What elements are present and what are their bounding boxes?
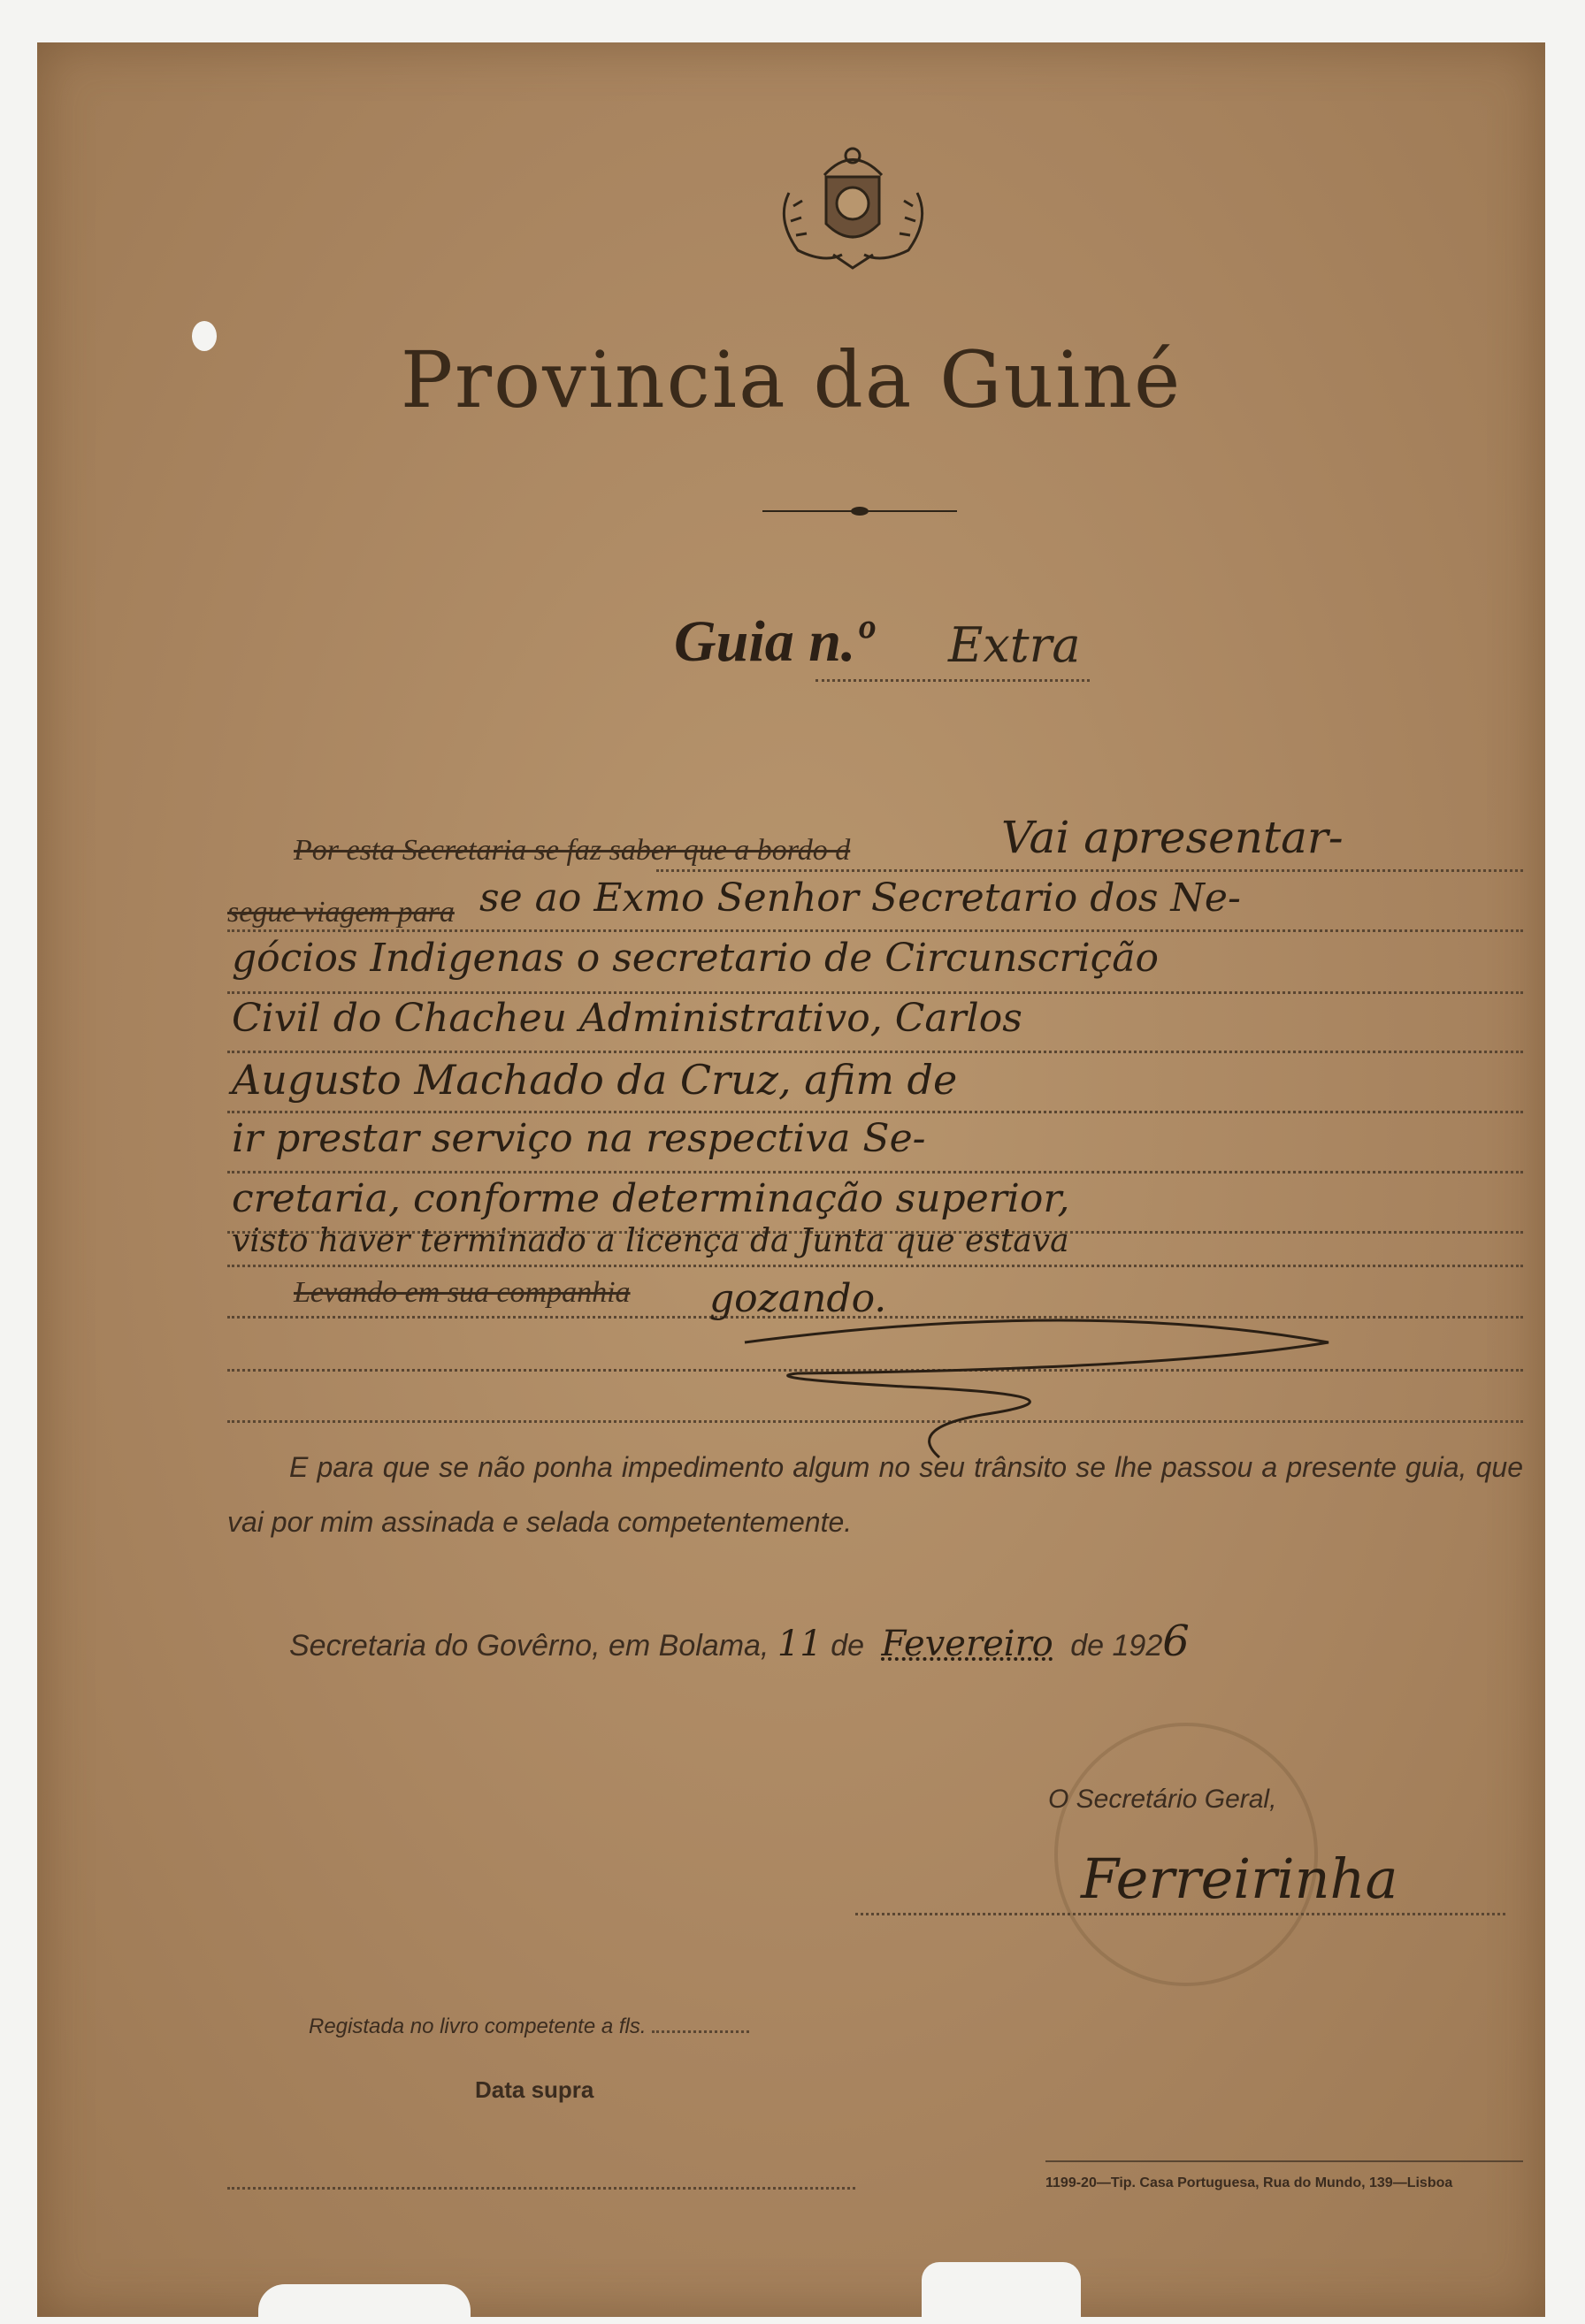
document-sheet [37,42,1545,2317]
handwritten-line-2: se ao Exmo Senhor Secretario dos Ne- [479,875,1241,921]
paper-tear [922,2262,1081,2324]
registration-text: Registada no livro competente a fls. [309,2014,647,2038]
struck-printed-line-1: Por esta Secretaria se faz saber que a bordo d [294,834,851,867]
data-supra: Data supra [475,2076,594,2103]
registration-note [309,2014,749,2039]
handwritten-line-8: visto haver terminado a licença da Junta que estava [232,1223,1069,1259]
guia-number-handwritten: Extra [948,617,1081,673]
registration-line [652,2030,749,2033]
form-line [227,1051,1523,1053]
paper-tear [258,2284,471,2320]
form-line [227,929,1523,932]
guia-number-line [815,679,1090,682]
date-de-1: de [831,1629,865,1663]
handwritten-line-3: gócios Indigenas o secretario de Circunscrição [232,936,1160,981]
handwritten-line-6: ir prestar serviço na respectiva Se- [232,1116,926,1161]
form-line [227,991,1523,994]
ornamental-divider [762,502,957,520]
date-month-handwritten: Fevereiro [881,1624,1053,1664]
form-line [656,869,1523,872]
document-title: Provincia da Guiné [400,334,1183,425]
date-line [289,1617,1190,1666]
closing-paragraph: E para que se não ponha impedimento algum no seu trânsito se lhe passou a presente guia, que vai por mim assinada e selada competentemente. [227,1451,1523,1538]
guia-label: Guia n.º [674,609,874,674]
signature-line [855,1913,1505,1915]
bottom-dotted-line [227,2187,855,2190]
signature-title: O Secretário Geral, [1048,1785,1277,1814]
handwritten-line-1: Vai apresentar- [1001,812,1344,863]
date-year-prefix: 192 [1112,1629,1163,1663]
date-day-handwritten: 11 [777,1624,823,1664]
handwritten-signature: Ferreirinha [1081,1846,1398,1911]
handwritten-line-4: Civil do Chacheu Administrativo, Carlos [232,996,1022,1041]
struck-printed-line-2: segue viagem para [227,896,455,929]
paper-tear [192,321,217,351]
struck-printed-line-3: Levando em sua companhia [294,1276,631,1309]
date-year-digit-handwritten: 6 [1162,1617,1190,1666]
date-prefix: Secretaria do Govêrno, em Bolama, [289,1629,770,1663]
date-de-2: de [1070,1629,1105,1663]
handwritten-line-5: Augusto Machado da Cruz, afim de [232,1056,958,1104]
printer-imprint: 1199-20—Tip. Casa Portuguesa, Rua do Mundo, 139—Lisboa [1045,2175,1453,2190]
bottom-rule [1045,2160,1523,2162]
handwritten-line-7: cretaria, conforme determinação superior, [232,1176,1070,1221]
form-line [227,1111,1523,1113]
handwritten-line-9: gozando. [709,1276,887,1321]
form-line [227,1171,1523,1173]
coat-of-arms-emblem [771,140,935,272]
form-line [227,1265,1523,1267]
